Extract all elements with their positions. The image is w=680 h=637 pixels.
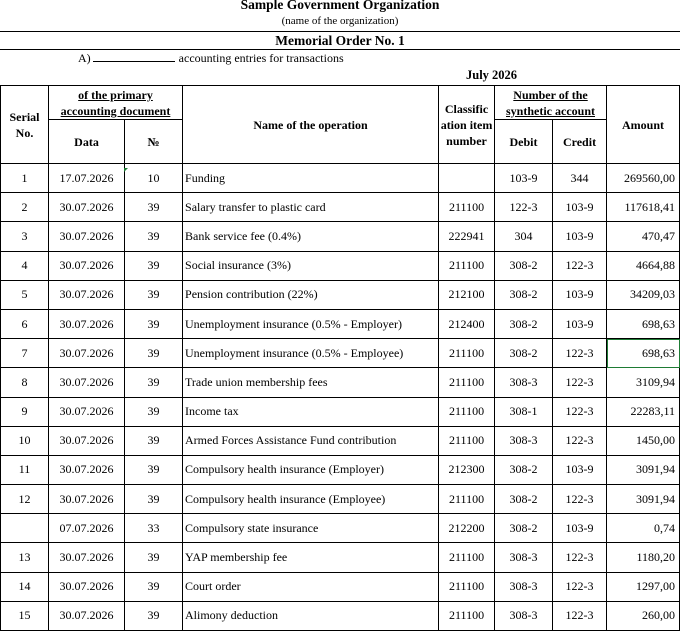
cell-classification[interactable]: 212400 <box>439 309 495 338</box>
cell-operation[interactable]: Compulsory state insurance <box>183 514 439 543</box>
cell-operation[interactable]: Income tax <box>183 397 439 426</box>
cell-doc-number[interactable]: 39 <box>125 455 183 484</box>
cell-debit[interactable]: 308-2 <box>495 309 553 338</box>
cell-credit[interactable]: 103-9 <box>553 280 607 309</box>
cell-operation[interactable]: Unemployment insurance (0.5% - Employer) <box>183 309 439 338</box>
cell-credit[interactable]: 103-9 <box>553 514 607 543</box>
cell-date[interactable]: 30.07.2026 <box>49 309 125 338</box>
cell-debit[interactable]: 308-3 <box>495 543 553 572</box>
cell-serial[interactable]: 9 <box>1 397 49 426</box>
cell-credit[interactable]: 103-9 <box>553 222 607 251</box>
cell-amount[interactable]: 4664,88 <box>607 251 680 280</box>
cell-debit[interactable]: 308-2 <box>495 251 553 280</box>
cell-debit[interactable]: 103-9 <box>495 164 553 193</box>
table-row <box>1 339 680 368</box>
cell-date[interactable]: 30.07.2026 <box>49 251 125 280</box>
cell-operation[interactable]: Salary transfer to plastic card <box>183 193 439 222</box>
cell-date[interactable]: 30.07.2026 <box>49 572 125 601</box>
cell-doc-number[interactable]: 39 <box>125 222 183 251</box>
memorial-order-table <box>0 85 680 631</box>
cell-classification[interactable]: 212300 <box>439 455 495 484</box>
cell-comment-marker <box>124 168 128 172</box>
header-rule-top <box>0 31 680 32</box>
cell-doc-number[interactable]: 10 <box>125 164 183 193</box>
cell-serial[interactable]: 14 <box>1 572 49 601</box>
cell-serial[interactable]: 8 <box>1 368 49 397</box>
cell-doc-number[interactable]: 39 <box>125 397 183 426</box>
cell-debit[interactable]: 122-3 <box>495 193 553 222</box>
cell-amount[interactable]: 698,63 <box>607 339 680 368</box>
cell-amount[interactable]: 698,63 <box>607 309 680 338</box>
table-row <box>1 397 680 426</box>
cell-serial[interactable]: 7 <box>1 339 49 368</box>
table-row <box>1 543 680 572</box>
cell-serial[interactable]: 11 <box>1 455 49 484</box>
cell-classification[interactable]: 212200 <box>439 514 495 543</box>
cell-debit[interactable]: 308-2 <box>495 455 553 484</box>
table-row <box>1 572 680 601</box>
cell-classification[interactable]: 211100 <box>439 397 495 426</box>
cell-doc-number[interactable]: 39 <box>125 193 183 222</box>
cell-serial[interactable]: 1 <box>1 164 49 193</box>
cell-serial[interactable]: 2 <box>1 193 49 222</box>
cell-serial[interactable]: 3 <box>1 222 49 251</box>
cell-operation[interactable]: Funding <box>183 164 439 193</box>
cell-doc-number[interactable]: 39 <box>125 572 183 601</box>
col-date: Data <box>49 120 125 164</box>
cell-amount[interactable]: 34209,03 <box>607 280 680 309</box>
cell-classification[interactable]: 211100 <box>439 601 495 630</box>
cell-operation[interactable]: Compulsory health insurance (Employee) <box>183 485 439 514</box>
table-row <box>1 280 680 309</box>
cell-classification[interactable]: 211100 <box>439 193 495 222</box>
cell-debit[interactable]: 308-3 <box>495 426 553 455</box>
cell-amount[interactable]: 3109,94 <box>607 368 680 397</box>
col-amount: Amount <box>607 86 680 164</box>
col-credit: Credit <box>553 120 607 164</box>
organization-title: Sample Government Organization <box>240 0 440 12</box>
cell-date[interactable]: 30.07.2026 <box>49 193 125 222</box>
cell-debit[interactable]: 308-1 <box>495 397 553 426</box>
table-row <box>1 164 680 193</box>
cell-debit[interactable]: 304 <box>495 222 553 251</box>
cell-date[interactable]: 30.07.2026 <box>49 222 125 251</box>
cell-operation[interactable]: Alimony deduction <box>183 601 439 630</box>
col-classification: Classific ation item number <box>439 86 495 164</box>
cell-credit[interactable]: 122-3 <box>553 426 607 455</box>
cell-debit[interactable]: 308-2 <box>495 514 553 543</box>
col-debit: Debit <box>495 120 553 164</box>
section-a-blank[interactable] <box>93 51 175 62</box>
cell-classification[interactable] <box>439 164 495 193</box>
cell-classification[interactable]: 211100 <box>439 543 495 572</box>
table-row <box>1 251 680 280</box>
cell-amount[interactable]: 117618,41 <box>607 193 680 222</box>
cell-operation[interactable]: Social insurance (3%) <box>183 251 439 280</box>
cell-operation[interactable]: Bank service fee (0.4%) <box>183 222 439 251</box>
cell-classification[interactable]: 211100 <box>439 339 495 368</box>
cell-credit[interactable]: 122-3 <box>553 485 607 514</box>
cell-serial[interactable]: 10 <box>1 426 49 455</box>
col-primary-doc: of the primary accounting document <box>49 86 183 120</box>
cell-amount[interactable]: 269560,00 <box>607 164 680 193</box>
cell-operation[interactable]: YAP membership fee <box>183 543 439 572</box>
cell-amount[interactable]: 1450,00 <box>607 426 680 455</box>
cell-classification[interactable]: 211100 <box>439 251 495 280</box>
cell-operation[interactable]: Armed Forces Assistance Fund contribution <box>183 426 439 455</box>
cell-amount[interactable]: 3091,94 <box>607 455 680 484</box>
report-month: July 2026 <box>466 68 518 82</box>
cell-serial[interactable]: 6 <box>1 309 49 338</box>
cell-classification[interactable]: 211100 <box>439 485 495 514</box>
cell-classification[interactable]: 211100 <box>439 426 495 455</box>
table-row <box>1 222 680 251</box>
table-row <box>1 193 680 222</box>
cell-operation[interactable]: Pension contribution (22%) <box>183 280 439 309</box>
cell-date[interactable]: 30.07.2026 <box>49 455 125 484</box>
cell-date[interactable]: 30.07.2026 <box>49 601 125 630</box>
table-row <box>1 601 680 630</box>
section-a-line <box>78 51 344 66</box>
cell-debit[interactable]: 308-2 <box>495 339 553 368</box>
section-a-text: accounting entries for transactions <box>178 51 344 65</box>
table-row <box>1 455 680 484</box>
cell-debit[interactable]: 308-3 <box>495 601 553 630</box>
cell-credit[interactable]: 122-3 <box>553 251 607 280</box>
cell-credit[interactable]: 122-3 <box>553 368 607 397</box>
col-serial: Serial No. <box>1 86 49 164</box>
cell-doc-number[interactable]: 39 <box>125 601 183 630</box>
cell-amount[interactable]: 22283,11 <box>607 397 680 426</box>
organization-subtitle: (name of the organization) <box>281 15 399 27</box>
cell-doc-number[interactable]: 39 <box>125 368 183 397</box>
cell-operation[interactable]: Unemployment insurance (0.5% - Employee) <box>183 339 439 368</box>
table-body <box>1 164 680 631</box>
cell-date[interactable]: 30.07.2026 <box>49 543 125 572</box>
cell-classification[interactable]: 211100 <box>439 368 495 397</box>
cell-amount[interactable]: 0,74 <box>607 514 680 543</box>
cell-doc-number[interactable]: 39 <box>125 251 183 280</box>
cell-date[interactable]: 30.07.2026 <box>49 485 125 514</box>
col-doc-number: № <box>125 120 183 164</box>
cell-amount[interactable]: 470,47 <box>607 222 680 251</box>
cell-operation[interactable]: Compulsory health insurance (Employer) <box>183 455 439 484</box>
cell-doc-number[interactable]: 39 <box>125 309 183 338</box>
cell-classification[interactable]: 211100 <box>439 572 495 601</box>
cell-debit[interactable]: 308-2 <box>495 485 553 514</box>
cell-credit[interactable]: 122-3 <box>553 339 607 368</box>
cell-credit[interactable]: 103-9 <box>553 193 607 222</box>
cell-date[interactable]: 30.07.2026 <box>49 397 125 426</box>
col-operation: Name of the operation <box>183 86 439 164</box>
table-row <box>1 485 680 514</box>
cell-amount[interactable]: 1180,20 <box>607 543 680 572</box>
cell-credit[interactable]: 122-3 <box>553 397 607 426</box>
cell-doc-number[interactable]: 39 <box>125 485 183 514</box>
cell-debit[interactable]: 308-3 <box>495 368 553 397</box>
cell-date[interactable]: 30.07.2026 <box>49 280 125 309</box>
cell-amount[interactable]: 3091,94 <box>607 485 680 514</box>
cell-doc-number[interactable]: 33 <box>125 514 183 543</box>
cell-doc-number[interactable]: 39 <box>125 280 183 309</box>
cell-amount[interactable]: 1297,00 <box>607 572 680 601</box>
cell-credit[interactable]: 122-3 <box>553 601 607 630</box>
cell-serial[interactable]: 13 <box>1 543 49 572</box>
cell-credit[interactable]: 344 <box>553 164 607 193</box>
cell-serial[interactable] <box>1 514 49 543</box>
cell-date[interactable]: 30.07.2026 <box>49 368 125 397</box>
table-row <box>1 368 680 397</box>
memo-title: Memorial Order No. 1 <box>275 33 405 48</box>
cell-date[interactable]: 17.07.2026 <box>49 164 125 193</box>
cell-credit[interactable]: 103-9 <box>553 309 607 338</box>
table-row <box>1 426 680 455</box>
cell-date[interactable]: 30.07.2026 <box>49 339 125 368</box>
cell-amount[interactable]: 260,00 <box>607 601 680 630</box>
cell-date[interactable]: 30.07.2026 <box>49 426 125 455</box>
table-row <box>1 309 680 338</box>
cell-serial[interactable]: 12 <box>1 485 49 514</box>
cell-credit[interactable]: 122-3 <box>553 572 607 601</box>
cell-serial[interactable]: 4 <box>1 251 49 280</box>
cell-classification[interactable]: 212100 <box>439 280 495 309</box>
cell-operation[interactable]: Trade union membership fees <box>183 368 439 397</box>
cell-operation[interactable]: Court order <box>183 572 439 601</box>
col-synthetic-account: Number of the synthetic account <box>495 86 607 120</box>
cell-credit[interactable]: 103-9 <box>553 455 607 484</box>
cell-doc-number[interactable]: 39 <box>125 339 183 368</box>
section-a-prefix: A) <box>78 51 91 65</box>
cell-date[interactable]: 07.07.2026 <box>49 514 125 543</box>
cell-serial[interactable]: 15 <box>1 601 49 630</box>
cell-debit[interactable]: 308-2 <box>495 280 553 309</box>
cell-classification[interactable]: 222941 <box>439 222 495 251</box>
cell-credit[interactable]: 122-3 <box>553 543 607 572</box>
cell-debit[interactable]: 308-3 <box>495 572 553 601</box>
header-rule-bottom <box>0 49 680 50</box>
cell-doc-number[interactable]: 39 <box>125 543 183 572</box>
table-row <box>1 514 680 543</box>
cell-serial[interactable]: 5 <box>1 280 49 309</box>
cell-doc-number[interactable]: 39 <box>125 426 183 455</box>
